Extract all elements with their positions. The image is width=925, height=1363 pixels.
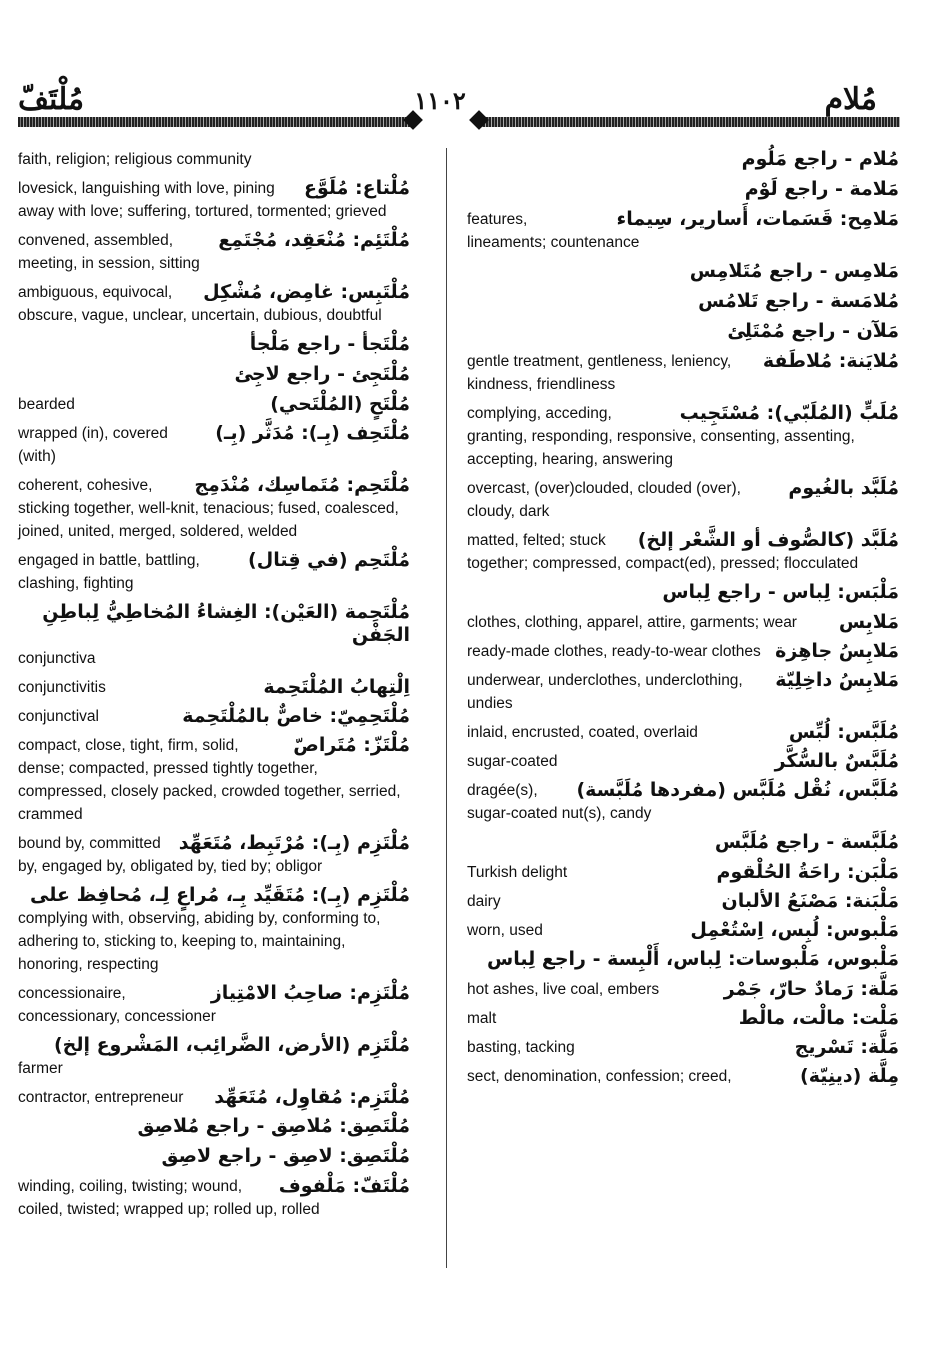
right-column xyxy=(467,148,899,1094)
arabic-headword: مُلْتَزِم (الأرض، الضَّرائِب، المَشْروع إلخ) xyxy=(53,1034,410,1056)
dictionary-entry xyxy=(18,1034,410,1080)
english-definition: winding, coiling, twisting; wound, coiled, twisted; wrapped up; rolled up, rolled xyxy=(18,1178,320,1218)
english-definition: gentle treatment, gentleness, leniency, kindness, friendliness xyxy=(467,353,732,393)
column-divider xyxy=(446,148,447,1268)
dictionary-entry xyxy=(467,350,899,396)
arabic-headword: مُلْتَحِمة (العَيْن): الغِشاءُ المُخاطِيُّ لِباطِنِ الجَفْن xyxy=(42,601,410,646)
dictionary-entry xyxy=(18,1086,410,1109)
dictionary-entry xyxy=(467,750,899,773)
arabic-headword: مَلابِسُ جاهِزة xyxy=(775,640,899,662)
arabic-headword: مُلْتَزِم (بِـ): مُتَقَيِّد بِـ، مُراعٍ لِـ، مُحافِظ على xyxy=(30,884,410,906)
english-definition: complying, acceding, granting, responding, responsive, consenting, assenting, accepting, hearing, answering xyxy=(467,405,855,468)
english-definition: conjunctival xyxy=(18,708,99,725)
arabic-headword: مُلْتَصِق: مُلاصِق - راجع مُلاصِق xyxy=(137,1115,410,1137)
dictionary-entry xyxy=(18,884,410,976)
dictionary-entry xyxy=(18,148,410,171)
dictionary-entry xyxy=(467,669,899,715)
headword-right: مُلام xyxy=(824,82,877,117)
english-definition: complying with, observing, abiding by, conforming to, adhering to, sticking to, keeping to, maintaining, honoring, respecting xyxy=(18,910,381,973)
dictionary-entry xyxy=(18,1115,410,1139)
dictionary-entry xyxy=(467,890,899,913)
dictionary-entry xyxy=(467,948,899,972)
dictionary-entry xyxy=(467,1036,899,1059)
english-definition: sect, denomination, confession; creed, xyxy=(467,1068,732,1085)
arabic-headword: مُلْتَزِم (بِـ): مُرْتَبِط، مُتَعَهِّد xyxy=(178,832,410,854)
english-definition: ambiguous, equivocal, obscure, vague, unclear, uncertain, dubious, doubtful xyxy=(18,284,382,324)
english-definition: contractor, entrepreneur xyxy=(18,1089,184,1106)
arabic-headword: اِلْتِهابُ المُلْتَحِمة xyxy=(263,676,410,698)
arabic-headword: مَلَّة: رَمادٌ حارّ، جَمْر xyxy=(723,978,899,1000)
english-definition: compact, close, tight, firm, solid, dense; compacted, pressed tightly together, compressed, closely packed, crowded together, serried, crammed xyxy=(18,737,401,823)
arabic-headword: مَلَّة: تَسْريج xyxy=(794,1036,899,1058)
dictionary-entry xyxy=(18,734,410,826)
dictionary-entry xyxy=(467,1065,899,1088)
english-definition: clothes, clothing, apparel, attire, garments; wear xyxy=(467,614,797,631)
dictionary-entry xyxy=(467,402,899,471)
dictionary-entry xyxy=(18,422,410,468)
header-rule-right xyxy=(480,117,900,127)
arabic-headword: مَلابِسُ داخِلِيّة xyxy=(775,669,899,691)
arabic-headword: مُلْتَزّ: مُتَراصّ xyxy=(293,734,410,756)
english-definition: bearded xyxy=(18,396,75,413)
english-definition: engaged in battle, battling, clashing, fighting xyxy=(18,552,200,592)
arabic-headword: مُلامَسة - راجع تَلامُس xyxy=(698,290,899,312)
arabic-headword: مُلْتاع: مُلَوَّع xyxy=(303,177,410,199)
header-rule-left xyxy=(18,117,414,127)
dictionary-entry xyxy=(467,320,899,344)
dictionary-entry xyxy=(467,640,899,663)
arabic-headword: مُلَبَّسة - راجع مُلَبَّس xyxy=(714,831,899,853)
arabic-headword: مَلْبَنة: مَصْنَعُ الألبان xyxy=(721,890,899,912)
english-definition: conjunctivitis xyxy=(18,679,106,696)
arabic-headword: مُلْتَبِس: غامِض، مُشْكِل xyxy=(203,281,410,303)
arabic-headword: مَلامِس - راجع مُتَلامِس xyxy=(689,260,899,282)
english-definition: dairy xyxy=(467,893,501,910)
arabic-headword: مَلْبوس: لُبِس، اِسْتُعْمِل xyxy=(690,919,899,941)
dictionary-entry xyxy=(18,676,410,699)
english-definition: conjunctiva xyxy=(18,650,96,667)
dictionary-entry xyxy=(467,581,899,605)
dictionary-entry xyxy=(18,281,410,327)
english-definition: convened, assembled, meeting, in session, sitting xyxy=(18,232,200,272)
arabic-headword: مَلْت: مالْت، مالْط xyxy=(738,1007,899,1029)
english-definition: lovesick, languishing with love, pining away with love; suffering, tortured, tormented; grieved xyxy=(18,180,387,220)
arabic-headword: مُلْتَجِئ - راجع لاجِئ xyxy=(234,363,410,385)
left-column xyxy=(18,148,410,1227)
dictionary-entry xyxy=(18,1175,410,1221)
english-definition: farmer xyxy=(18,1060,63,1077)
arabic-headword: مُلْتَحِم: مُتَماسِك، مُنْدَمِج xyxy=(194,474,410,496)
arabic-headword: مِلَّة (دينِيّة) xyxy=(800,1065,899,1087)
dictionary-entry xyxy=(467,721,899,744)
arabic-headword: مُلْتَصِق: لاصِق - راجع لاصِق xyxy=(161,1145,410,1167)
arabic-headword: مَلابِس xyxy=(838,611,899,633)
arabic-headword: مُلْتَفّ: مَلْفوف xyxy=(278,1175,410,1197)
dictionary-entry xyxy=(18,549,410,595)
page-header xyxy=(0,80,925,120)
dictionary-entry xyxy=(18,982,410,1028)
arabic-headword: مُلْتَئِم: مُنْعَقِد، مُجْتَمِع xyxy=(218,229,410,251)
dictionary-entry xyxy=(18,229,410,275)
english-definition: ready-made clothes, ready-to-wear clothes xyxy=(467,643,761,660)
arabic-headword: مُلَبَّد بالغُيوم xyxy=(788,477,899,499)
arabic-headword: مُلَبَّسٌ بالسُّكَّر xyxy=(774,750,899,772)
dictionary-entry xyxy=(467,611,899,634)
dictionary-entry xyxy=(18,474,410,543)
page-number: ١١٠٢ xyxy=(414,86,466,115)
english-definition: concessionaire, concessionary, concessioner xyxy=(18,985,216,1025)
english-definition: malt xyxy=(467,1010,497,1027)
dictionary-entry xyxy=(467,1007,899,1030)
english-definition: basting, tacking xyxy=(467,1039,575,1056)
dictionary-entry xyxy=(18,601,410,670)
dictionary-entry xyxy=(18,363,410,387)
dictionary-entry xyxy=(18,333,410,357)
english-definition: underwear, underclothes, underclothing, undies xyxy=(467,672,743,712)
english-definition: coherent, cohesive, sticking together, well-knit, tenacious; fused, coalesced, joined, united, merged, soldered, welded xyxy=(18,477,399,540)
arabic-headword: مُلْتَحِف (بِـ): مُدَثَّر (بِـ) xyxy=(215,422,410,444)
english-definition: overcast, (over)clouded, clouded (over), cloudy, dark xyxy=(467,480,741,520)
arabic-headword: مُلَبٍّ (المُلَبّي): مُسْتَجِيب xyxy=(679,402,899,424)
dictionary-entry xyxy=(467,529,899,575)
arabic-headword: مُلَبَّد (كالصُّوف أو الشَّعْر إلخ) xyxy=(637,529,899,551)
arabic-headword: مُلَبَّس: لُبِّس xyxy=(788,721,899,743)
dictionary-entry xyxy=(467,290,899,314)
arabic-headword: مُلْتَحٍ (المُلْتَحي) xyxy=(270,393,410,415)
dictionary-entry xyxy=(467,148,899,172)
english-definition: wrapped (in), covered (with) xyxy=(18,425,168,465)
arabic-headword: مُلْتَحِم (في قِتال) xyxy=(248,549,410,571)
dictionary-entry xyxy=(467,477,899,523)
english-definition: dragée(s), sugar-coated nut(s), candy xyxy=(467,782,652,822)
dictionary-entry xyxy=(18,1145,410,1169)
dictionary-entry xyxy=(467,861,899,884)
arabic-headword: مَلْبَن: راحَةُ الحُلْقوم xyxy=(716,861,899,883)
dictionary-entry xyxy=(467,208,899,254)
arabic-headword: مُلْتَزِم: صاحِبُ الامْتِياز xyxy=(210,982,410,1004)
english-definition: worn, used xyxy=(467,922,543,939)
english-definition: faith, religion; religious community xyxy=(18,151,252,168)
headword-left: مُلْتَفّ xyxy=(18,82,85,117)
english-definition: features, lineaments; countenance xyxy=(467,211,640,251)
arabic-headword: مُلْتَزِم: مُقاوِل، مُتَعَهِّد xyxy=(214,1086,410,1108)
arabic-headword: مَلامِح: قَسَمات، أَسارير، سِيماء xyxy=(616,208,899,230)
english-definition: hot ashes, live coal, embers xyxy=(467,981,660,998)
arabic-headword: مُلْتَجأ - راجع مَلْجأ xyxy=(249,333,410,355)
arabic-headword: مَلْبَس: لِباس - راجع لِباس xyxy=(662,581,899,603)
english-definition: inlaid, encrusted, coated, overlaid xyxy=(467,724,698,741)
dictionary-entry xyxy=(467,779,899,825)
english-definition: bound by, committed by, engaged by, obligated by, tied by; obligor xyxy=(18,835,323,875)
arabic-headword: مَلآن - راجع مُمْتَلِئ xyxy=(727,320,899,342)
arabic-headword: مَلامة - راجع لَوْم xyxy=(744,178,899,200)
arabic-headword: مَلْبوس، مَلْبوسات: لِباس، أَلْبِسة - راجع لِباس xyxy=(487,948,899,970)
dictionary-entry xyxy=(467,978,899,1001)
dictionary-entry xyxy=(467,831,899,855)
english-definition: matted, felted; stuck together; compressed, compact(ed), pressed; flocculated xyxy=(467,532,859,572)
dictionary-entry xyxy=(467,260,899,284)
dictionary-entry xyxy=(18,177,410,223)
dictionary-entry xyxy=(467,919,899,942)
arabic-headword: مُلام - راجع مَلُوم xyxy=(741,148,899,170)
dictionary-entry xyxy=(18,705,410,728)
dictionary-entry xyxy=(18,393,410,416)
dictionary-entry xyxy=(18,832,410,878)
arabic-headword: مُلايَنة: مُلاطَفة xyxy=(762,350,899,372)
arabic-headword: مُلْتَحِمِيّ: خاصٌّ بالمُلْتَحِمة xyxy=(182,705,410,727)
arabic-headword: مُلَبَّس، نُقْل مُلَبَّس (مفردها مُلَبَّسة) xyxy=(576,779,899,801)
english-definition: sugar-coated xyxy=(467,753,558,770)
english-definition: Turkish delight xyxy=(467,864,568,881)
dictionary-entry xyxy=(467,178,899,202)
